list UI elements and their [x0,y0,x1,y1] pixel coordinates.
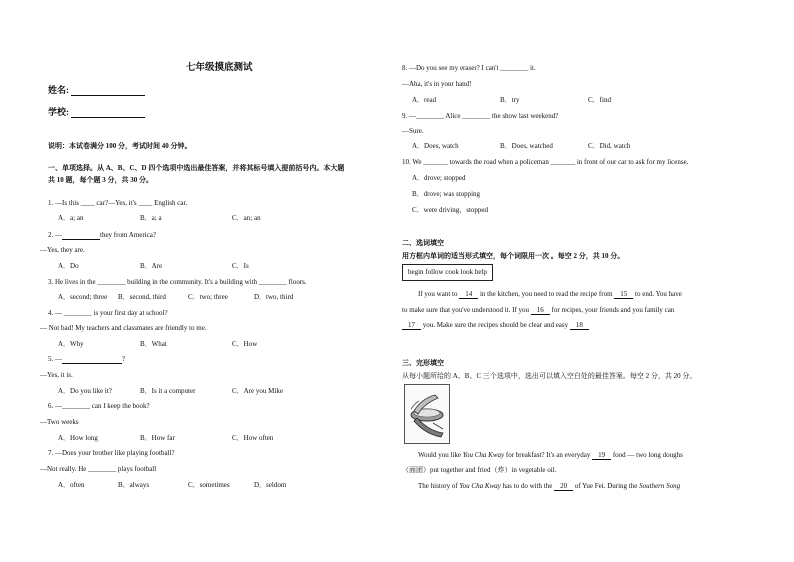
section3-para-line2: （面团）put together and fried（炸）in vegetable oil. [402,466,557,474]
s3-l1-text-a: Would you like [418,451,461,459]
s3-l1-text-c: food — two long doughs [612,451,683,459]
section3-instruction: 从每小题所给的 A、B、C 三个选项中，选出可以填入空白处的最佳答案。每空 2 分，共 20 分。 [402,372,697,380]
s3-l1-italic: You Cha Kway [462,451,505,459]
section3-heading: 三、完形填空 [402,359,444,367]
q2-reply: —Yes, they are. [40,246,85,254]
q1-option-a[interactable]: A．a; an [58,214,84,222]
blank-15[interactable]: 15 [614,290,633,299]
name-blank[interactable] [71,88,145,96]
q2-stem [48,231,156,240]
q2-stem-post: they from America? [100,231,156,239]
q4-reply: — Not bad! My teachers and classmates are friendly to me. [40,324,207,332]
q10-option-a[interactable]: A．drove; stopped [412,174,466,182]
q5-stem [48,355,125,364]
q6-option-b[interactable]: B．How far [140,434,175,442]
q5-reply: —Yes, it is. [40,371,73,379]
page-title: 七年级摸底测试 [186,63,253,73]
q9-option-a[interactable]: A．Does, watch [412,142,459,150]
section2-instruction: 用方框内单词的适当形式填空，每个词限用一次 。每空 2 分，共 10 分。 [402,252,625,260]
section3-para-line1 [418,451,683,460]
q8-option-b[interactable]: B．try [500,96,520,104]
s3-l1-text-b: for breakfast? It's an everyday [505,451,591,459]
q7-option-d[interactable]: D．seldom [254,481,287,489]
youtiao-illustration [405,385,449,443]
q7-option-b[interactable]: B．always [118,481,150,489]
q6-option-c[interactable]: C．How often [232,434,274,442]
q5-blank[interactable] [62,356,122,364]
q1-option-c[interactable]: C．an; an [232,214,261,222]
q6-option-a[interactable]: A．How long [58,434,98,442]
q3-option-c[interactable]: C．two; three [188,293,228,301]
exam-notice: 说明：本试卷满分 100 分，考试时间 40 分钟。 [48,142,192,150]
q4-stem: 4. — ________ is your first day at school? [48,309,168,317]
s3-l3-text-c: of Yue Fei. During the [574,482,638,490]
q9-option-c[interactable]: C．Did, watch [588,142,631,150]
blank-18[interactable]: 18 [570,321,589,330]
blank-20[interactable]: 20 [554,482,573,491]
q1-stem: 1. —Is this ____ car?—Yes, it's ____ English car. [48,199,188,207]
q8-stem: 8. —Do you see my eraser? I can't ________ it. [402,64,536,72]
q2-blank[interactable] [62,232,100,240]
para3-text-a: you. Make sure the recipes should be clear and easy [422,321,569,329]
blank-16[interactable]: 16 [531,306,550,315]
section3-para-line3 [418,482,680,491]
s3-l3-italic: You Cha Kway [459,482,501,490]
q5-option-a[interactable]: A．Do you like it? [58,387,112,395]
q7-option-c[interactable]: C．sometimes [188,481,230,489]
para2-text-b: for recipes, your friends and you family can [551,306,675,314]
q3-option-b[interactable]: B．second, third [118,293,166,301]
q5-stem-pre: 5. — [48,355,62,363]
q8-option-c[interactable]: C．find [588,96,611,104]
school-blank[interactable] [71,110,145,118]
section2-para-line2 [402,306,674,315]
q9-reply: —Sure. [402,127,424,135]
q2-option-a[interactable]: A．Do [58,262,79,270]
name-field [48,86,145,96]
section2-para-line3 [402,321,589,330]
para1-text-b: in the kitchen, you need to read the recipe from [479,290,613,298]
q10-option-c[interactable]: C．were driving，stopped [412,206,489,214]
q2-option-b[interactable]: B．Are [140,262,163,270]
q7-option-a[interactable]: A．often [58,481,85,489]
q8-option-a[interactable]: A．read [412,96,437,104]
school-field [48,108,145,118]
q8-reply: —Aha, it's in your hand! [402,80,472,88]
q10-option-b[interactable]: B．drove; was stopping [412,190,481,198]
q3-stem: 3. He lives in the ________ building in the community. It's a building with ________ floors. [48,278,307,286]
section1-heading-line1: 一、单项选择。从 A、B、C、D 四个选项中选出最佳答案，并将其标号填入提前括号内。本大题 [48,164,345,172]
para1-text-a: If you want to [418,290,458,298]
word-box: begin follow cook look help [402,264,493,281]
q5-stem-post: ? [122,355,126,363]
q3-option-a[interactable]: A．second; three [58,293,108,301]
section1-heading-line2: 共 10 题，每个题 3 分，共 30 分。 [48,176,153,184]
q4-option-b[interactable]: B．What [140,340,167,348]
q5-option-b[interactable]: B．Is it a computer [140,387,196,395]
youtiao-image [404,384,450,444]
name-label: 姓名: [48,85,69,95]
q7-reply: —Not really. He ________ plays football [40,465,157,473]
q6-stem: 6. —________ can I keep the book? [48,402,150,410]
para2-text-a: to make sure that you've understood it. If you [402,306,530,314]
s3-l3-text-b: has to do with the [502,482,553,490]
q4-option-a[interactable]: A．Why [58,340,84,348]
school-label: 学校: [48,107,69,117]
q2-option-c[interactable]: C．Is [232,262,249,270]
section2-para-line1 [418,290,682,299]
q9-option-b[interactable]: B．Does, watched [500,142,553,150]
blank-17[interactable]: 17 [402,321,421,330]
q3-option-d[interactable]: D．two, third [254,293,294,301]
q1-option-b[interactable]: B．a; a [140,214,162,222]
q6-reply: —Two weeks [40,418,79,426]
q2-stem-pre: 2. — [48,231,62,239]
blank-14[interactable]: 14 [459,290,478,299]
q5-option-c[interactable]: C．Are you Mike [232,387,283,395]
blank-19[interactable]: 19 [592,451,611,460]
q10-stem: 10. We _______ towards the road when a policeman _______ in front of our car to ask for my license. [402,158,689,166]
para1-text-c: to end. You have [635,290,682,298]
q7-stem: 7. —Does your brother like playing football? [48,449,175,457]
q9-stem: 9. —________ Alice ________ the show last weekend? [402,112,559,120]
section2-heading: 二、选词填空 [402,239,444,247]
q4-option-c[interactable]: C．How [232,340,258,348]
s3-l3-italic-2: Southern Song [639,482,681,490]
s3-l3-text-a: The history of [418,482,458,490]
